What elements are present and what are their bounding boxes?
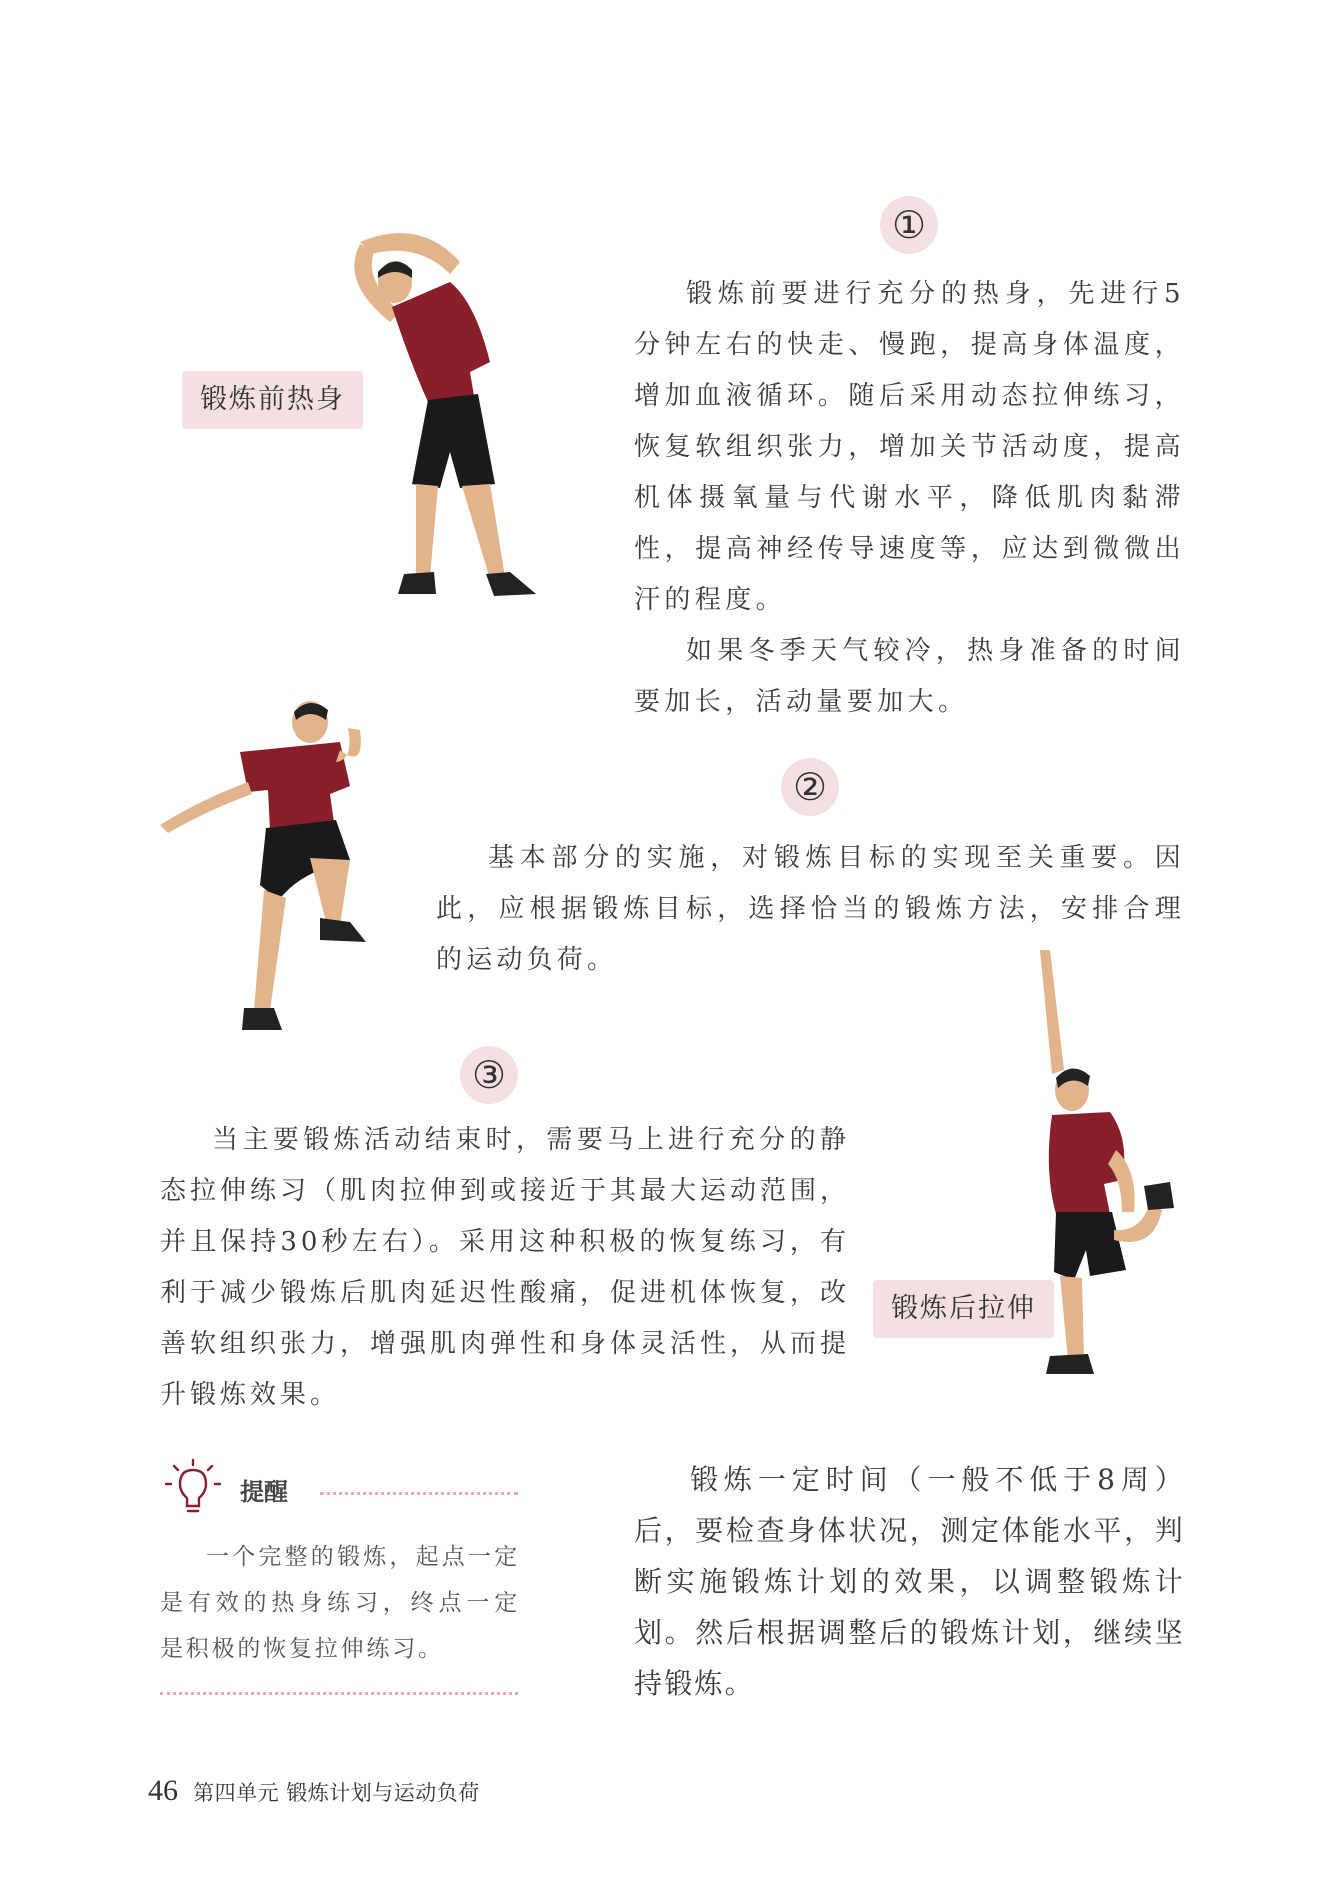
section-1-paragraph-1: 锻炼前要进行充分的热身，先进行5分钟左右的快走、慢跑，提高身体温度，增加血液循环。随后采用动态拉伸练习，恢复软组织张力，增加关节活动度，提高机体摄氧量与代谢水平，降低肌肉黏滞性，提高神经传导速度等，应达到微微出汗的程度。 [634,279,1185,615]
unit-title: 第四单元 锻炼计划与运动负荷 [193,1781,480,1805]
section-1-number: ① [880,196,938,254]
section-3-text [160,1115,850,1421]
figure-body [1040,950,1174,1374]
closing-text [634,1454,1185,1709]
tip-title: 提醒 [240,1478,288,1506]
lightbulb-icon [160,1458,226,1520]
section-1-paragraph-2: 如果冬季天气较冷，热身准备的时间要加长，活动量要加大。 [634,636,1185,717]
tip-paragraph: 一个完整的锻炼，起点一定是有效的热身练习，终点一定是积极的恢复拉伸练习。 [160,1544,520,1662]
section-1-text [634,269,1185,728]
section-3-number: ③ [460,1046,518,1104]
tip-bottom-divider [160,1692,518,1695]
closing-paragraph: 锻炼一定时间（一般不低于8周）后，要检查身体状况，测定体能水平，判断实施锻炼计划的效果，以调整锻炼计划。然后根据调整后的锻炼计划，继续坚持锻炼。 [634,1463,1185,1700]
tip-header [160,1458,520,1518]
tip-text [160,1534,520,1672]
section-3-paragraph-1: 当主要锻炼活动结束时，需要马上进行充分的静态拉伸练习（肌肉拉伸到或接近于其最大运动范围，并且保持30秒左右）。采用这种积极的恢复练习，有利于减少锻炼后肌肉延迟性酸痛，促进机体恢复，改善软组织张力，增强肌肉弹性和身体灵活性，从而提升锻炼效果。 [160,1125,851,1410]
section-2-paragraph-1: 基本部分的实施，对锻炼目标的实现至关重要。因此，应根据锻炼目标，选择恰当的锻炼方法，安排合理的运动负荷。 [436,843,1185,975]
page-number: 46 [148,1774,178,1807]
section-2-number: ② [781,758,839,816]
cooldown-label: 锻炼后拉伸 [873,1280,1054,1338]
high-knee-figure [160,690,390,1050]
section-2-text [436,833,1185,986]
page-footer [148,1774,480,1808]
figure-body [354,233,536,596]
tip-top-divider [320,1492,518,1495]
quad-stretch-figure [1030,950,1200,1380]
warmup-label: 锻炼前热身 [182,371,363,429]
figure-body [160,701,366,1030]
